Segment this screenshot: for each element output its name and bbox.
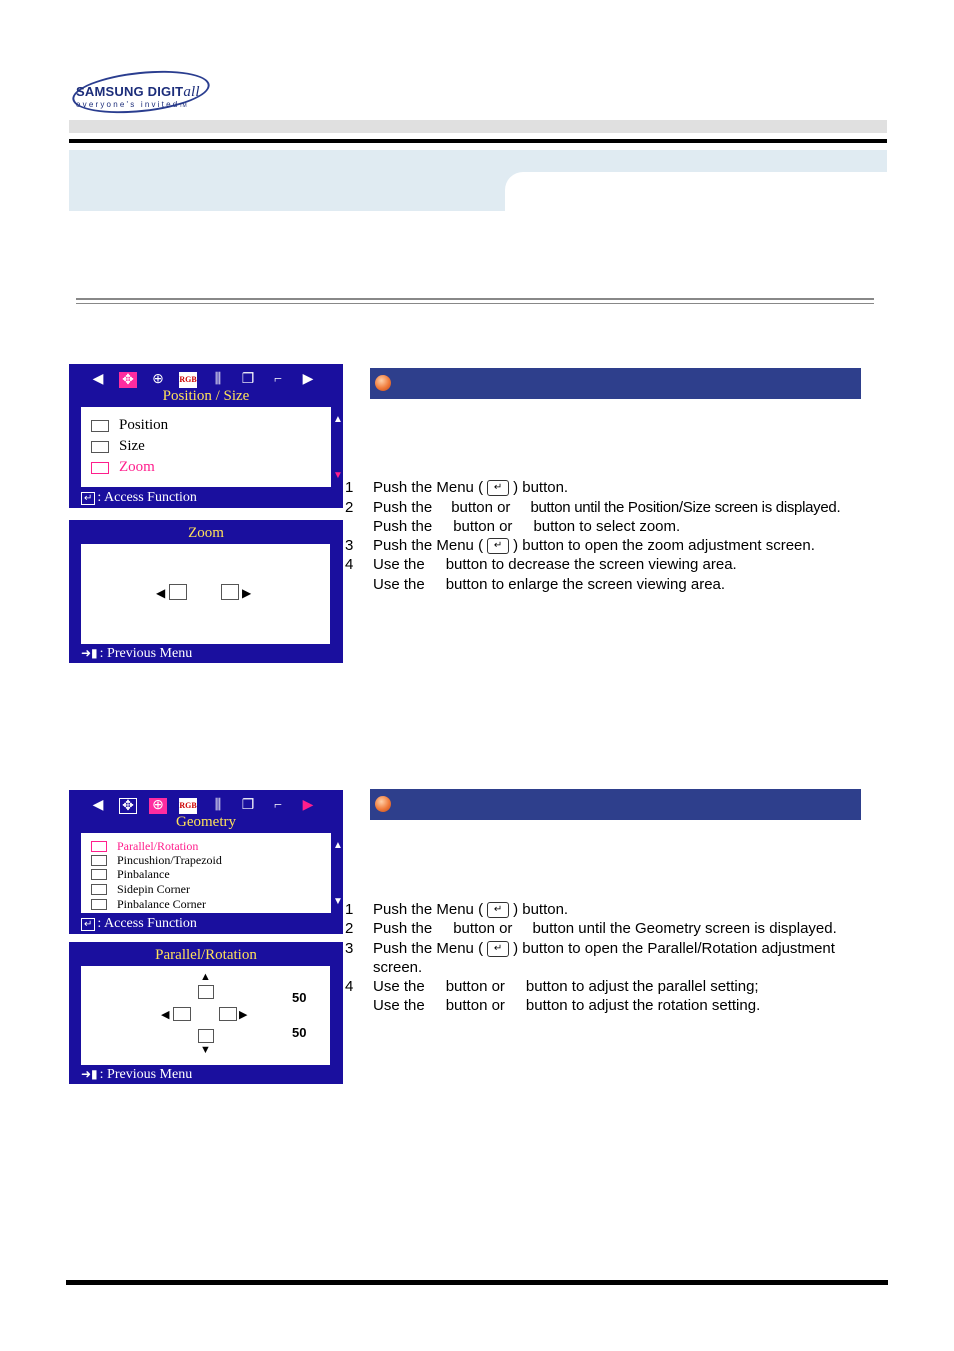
enter-icon: ↵: [487, 538, 509, 554]
geometry-icon: ⊕: [149, 798, 167, 814]
zoom-icon: [91, 462, 109, 474]
menu-item-position[interactable]: Position: [91, 417, 168, 434]
copy-icon: ❐: [241, 798, 255, 813]
moire-icon: ⫼: [214, 798, 222, 813]
title-band-corner: [505, 172, 525, 211]
osd-footer: ➜▮ : Previous Menu: [81, 646, 193, 661]
arrow-down-icon: ▼: [200, 1044, 211, 1056]
window-icon: ⌐: [274, 798, 282, 813]
zoom-in-icon: [221, 584, 239, 600]
zoom-step-2: Push the button or button until the Position/Size screen is displayed.: [373, 499, 841, 516]
geometry-section-bar: [370, 789, 861, 820]
arrow-left-icon: ◀: [161, 1009, 170, 1021]
parallel-icon: [91, 841, 107, 852]
zoom-step-1: Push the Menu ( ↵ ) button.: [373, 479, 569, 496]
menu-item-parallel-rotation[interactable]: Parallel/Rotation: [91, 839, 198, 854]
position-size-icon: ✥: [119, 798, 137, 814]
arrow-left-icon: ◀: [92, 372, 104, 387]
step-number: 3: [345, 940, 354, 957]
parallel-icon: [198, 985, 214, 999]
geometry-icon: ⊕: [152, 372, 164, 387]
osd-footer: ➜▮ : Previous Menu: [81, 1067, 193, 1082]
enter-icon: ↵: [81, 492, 95, 505]
position-size-osd: [69, 364, 343, 508]
zoom-step-4b: Use the button to enlarge the screen viewing area.: [373, 576, 726, 593]
zoom-out-icon: [169, 584, 187, 600]
zoom-step-2b: Push the button or button to select zoom.: [373, 518, 681, 535]
osd-menu-title: Position / Size: [162, 388, 250, 404]
scroll-up-icon: ▲: [333, 840, 343, 851]
section-divider: [76, 298, 874, 304]
arrow-left-icon: ◀: [156, 586, 166, 600]
parallel-panel: [81, 966, 330, 1065]
step-number: 3: [345, 537, 354, 554]
parallel-value: 50: [292, 990, 307, 1005]
menu-item-pinbalance-corner[interactable]: Pinbalance Corner: [91, 897, 206, 912]
footer-black-rule: [66, 1280, 888, 1285]
enter-icon: ↵: [487, 941, 509, 957]
geometry-step-1: Push the Menu ( ↵ ) button.: [373, 901, 569, 918]
geometry-step-4b: Use the button or button to adjust the rotation setting.: [373, 997, 761, 1014]
exit-icon: ➜▮: [81, 646, 98, 660]
arrow-up-icon: ▲: [200, 971, 211, 983]
rotation-value: 50: [292, 1025, 307, 1040]
position-icon: [91, 420, 109, 432]
geometry-title: Geometry: [176, 814, 236, 830]
scroll-down-icon: ▼: [333, 896, 343, 907]
bullet-orb-icon: [375, 796, 391, 812]
menu-item-zoom[interactable]: Zoom: [91, 459, 155, 476]
osd-icon-row: [89, 371, 317, 389]
zoom-panel: [81, 544, 330, 644]
parallel-title: Parallel/Rotation: [155, 947, 257, 963]
sidepin-icon: [91, 884, 107, 895]
enter-icon: ↵: [487, 480, 509, 496]
logo-text: SAMSUNG DIGITall: [76, 84, 200, 100]
enter-icon: ↵: [81, 918, 95, 931]
rotate-left-icon: [173, 1007, 191, 1021]
zoom-step-3: Push the Menu ( ↵ ) button to open the zoom adjustment screen.: [373, 537, 815, 554]
osd-footer: ↵ : Access Function: [81, 490, 197, 506]
pincushion-icon: [91, 855, 107, 866]
arrow-right-icon: ▶: [242, 586, 252, 600]
logo-tagline: everyone's invitedTM: [76, 100, 187, 109]
arrow-right-icon: ▶: [302, 372, 314, 387]
pinbalance-icon: [91, 869, 107, 880]
moire-icon: ⫼: [214, 372, 222, 387]
zoom-title: Zoom: [188, 525, 224, 541]
osd-menu-list: [81, 407, 331, 487]
samsung-logo: [72, 72, 212, 114]
scroll-down-icon: ▼: [333, 470, 343, 481]
bullet-orb-icon: [375, 375, 391, 391]
position-size-icon: ✥: [119, 372, 137, 388]
osd-icon-row: [89, 797, 317, 815]
pinbalance-corner-icon: [91, 899, 107, 910]
exit-icon: ➜▮: [81, 1067, 98, 1081]
title-band-tab: [505, 150, 887, 172]
header-grey-bar: [69, 120, 887, 133]
rotate-right-icon: [219, 1007, 237, 1021]
rgb-icon: RGB: [179, 372, 197, 388]
menu-item-size[interactable]: Size: [91, 438, 145, 455]
geometry-step-4: Use the button or button to adjust the parallel setting;: [373, 978, 759, 995]
window-icon: ⌐: [274, 372, 282, 387]
step-number: 2: [345, 499, 354, 516]
step-number: 4: [345, 978, 354, 995]
step-number: 1: [345, 901, 354, 918]
header-black-rule: [69, 139, 887, 143]
rgb-icon: RGB: [179, 798, 197, 814]
menu-item-sidepin-corner[interactable]: Sidepin Corner: [91, 882, 190, 897]
parallel-icon: [198, 1029, 214, 1043]
step-number: 4: [345, 556, 354, 573]
zoom-osd: [69, 520, 343, 663]
geometry-step-3b: screen.: [373, 959, 423, 976]
arrow-left-icon: ◀: [92, 798, 104, 813]
scroll-up-icon: ▲: [333, 414, 343, 425]
step-number: 2: [345, 920, 354, 937]
title-band: [69, 150, 505, 211]
arrow-right-icon: ▶: [302, 798, 314, 813]
enter-icon: ↵: [487, 902, 509, 918]
copy-icon: ❐: [241, 372, 255, 387]
geometry-menu-list: [81, 833, 331, 913]
step-number: 1: [345, 479, 354, 496]
geometry-step-2: Push the button or button until the Geometry screen is displayed.: [373, 920, 837, 937]
geometry-step-3: Push the Menu ( ↵ ) button to open the Parallel/Rotation adjustment: [373, 940, 835, 957]
parallel-rotation-osd: [69, 942, 343, 1084]
size-icon: [91, 441, 109, 453]
menu-item-pincushion[interactable]: Pincushion/Trapezoid: [91, 853, 222, 868]
menu-item-pinbalance[interactable]: Pinbalance: [91, 867, 170, 882]
zoom-section-bar: [370, 368, 861, 399]
zoom-step-4: Use the button to decrease the screen viewing area.: [373, 556, 737, 573]
osd-footer: ↵ : Access Function: [81, 916, 197, 932]
arrow-right-icon: ▶: [239, 1009, 248, 1021]
geometry-osd: [69, 790, 343, 934]
